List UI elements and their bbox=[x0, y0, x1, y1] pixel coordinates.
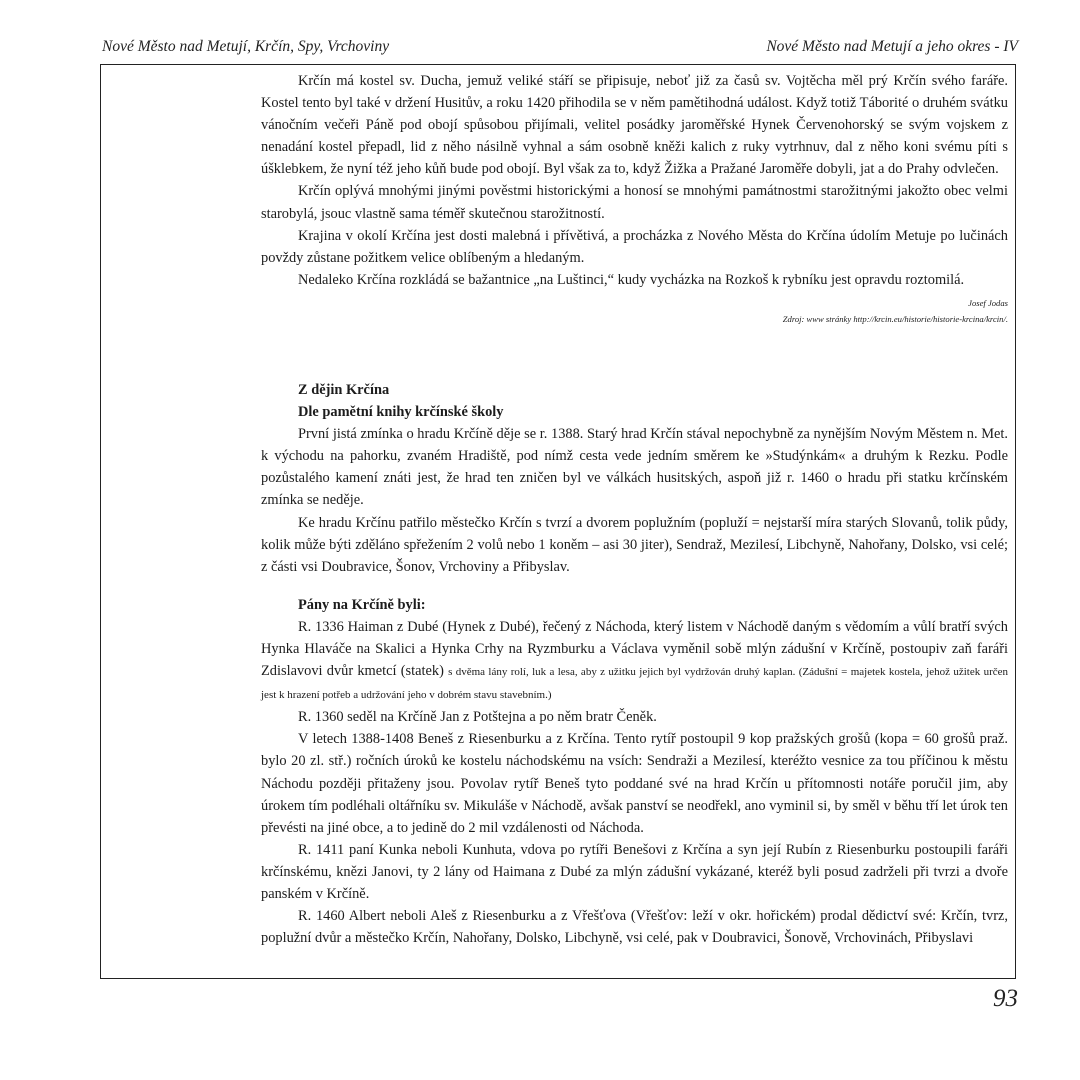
section-spacer bbox=[261, 578, 1008, 594]
section-subtitle: Dle pamětní knihy krčínské školy bbox=[298, 404, 504, 421]
paragraph: Krčín má kostel sv. Ducha, jemuž veliké stáří se připisuje, neboť již za časů sv. Vojtěcha měl prý Krčín svého faráře. Kostel tento byl také v držení Husitův, a roku 1420 přihodila se v něm pamětihodná událost. Když totiž Táborité o druhém svátku vánočním večeři Páně pod obojí spůsobou přijímali, velitel posádky jaroměřské Hynek Červenohorský se svým vojskem z nenadání kostel přepadl, lid z něho násilně vyhnal a sám osobně kněži kalich z ruky vytrhnuv, dal z něho koni svému píti s úšklebkem, že nyní též jeho kůň bude pod obojí. Byl však za to, když Žižka a Pražané Jaroměře dobyli, jat a do Prahy odvlečen. bbox=[261, 73, 1008, 178]
author-credit: Josef Jodas bbox=[968, 297, 1008, 308]
paragraph: Krajina v okolí Krčína jest dosti malebná i přívětivá, a procházka z Nového Města do Krčína údolím Metuje po lučinách povždy zůstane požitkem velice oblíbeným a hledaným. bbox=[261, 227, 1008, 266]
section-title: Pány na Krčíně byli: bbox=[298, 596, 426, 613]
section-spacer bbox=[261, 327, 1008, 379]
paragraph-small-note: s dvěma lány rolí, luk a lesa, aby z užitku jejich byl vydržován druhý kaplan. (Zádušní = majetek kostela, jehož užitek určen jest k hrazení potřeb a udržování jeho v dobrém stavu stavebním.) bbox=[261, 666, 1008, 702]
paragraph: R. 1360 seděl na Krčíně Jan z Potštejna a po něm bratr Čeněk. bbox=[298, 709, 657, 726]
paragraph: Nedaleko Krčína rozkládá se bažantnice „na Luštinci,“ kudy vycházka na Rozkoš k rybníku jest opravdu roztomilá. bbox=[298, 271, 965, 288]
paragraph: Ke hradu Krčínu patřilo městečko Krčín s tvrzí a dvorem poplužním (popluží = nejstarší míra starých Slovanů, tolik půdy, kolik může býti zděláno spřežením 2 volů nebo 1 koněm – asi 30 jiter), Sendraž, Mezilesí, Libchyně, Nahořany, Dolsko, vsi celé; z části vsi Doubravice, Šonov, Vrchoviny a Přibyslav. bbox=[261, 514, 1008, 575]
main-text-column bbox=[261, 70, 1008, 949]
paragraph-main-text: R. 1336 Haiman z Dubé (Hynek z Dubé), řečený z Náchoda, který listem v Náchodě daným s vědomím a vůlí bratří svých Hynka Hlaváče na Skalici a Hynka Crhy na Ryzmburku a Václava vyměnil sobě mlýn zádušní v Krčíně, postoupiv zaň faráři Zdislavovi dvůr kmetcí (statek) bbox=[261, 618, 1008, 680]
page-number: 93 bbox=[993, 985, 1018, 1012]
running-header-right: Nové Město nad Metují a jeho okres - IV bbox=[766, 38, 1018, 55]
paragraph: První jistá zmínka o hradu Krčíně děje se r. 1388. Starý hrad Krčín stával nepochybně za nynějším Novým Městem n. Met. k východu na pahorku, zvaném Hradiště, pod nímž cesta vede jedním směrem ke »Studýnkám« a druhým k Rezku. Podle pozůstalého kamení znáti jest, že hrad ten zničen byl ve válkách husitských, aspoň již r. 1460 o hradu při statku krčínském zmínka se neděje. bbox=[261, 426, 1008, 509]
source-credit: Zdroj: www stránky http://krcin.eu/historie/historie-krcina/krcin/. bbox=[782, 313, 1008, 324]
paragraph bbox=[261, 616, 1008, 706]
paragraph: R. 1460 Albert neboli Aleš z Riesenburku a z Vřešťova (Vřešťov: leží v okr. hořickém) prodal dědictví své: Krčín, tvrz, poplužní dvůr a městečko Krčín, Nahořany, Dolsko, Libchyně, vsi celé, pak v Doubravici, Šonově, Vrchovinách, Přibyslavi bbox=[261, 908, 1008, 947]
section-title: Z dějin Krčína bbox=[298, 381, 390, 398]
paragraph: Krčín oplývá mnohými jinými pověstmi historickými a honosí se mnohými památnostmi starožitnými jakožto obec velmi starobylá, jsouc vlastně sama téměř skutečnou starožitností. bbox=[261, 183, 1008, 222]
paragraph: R. 1411 paní Kunka neboli Kunhuta, vdova po rytíři Benešovi z Krčína a syn její Rubín z Riesenburku postoupili faráři krčínskému, knězi Janovi, ty 2 lány od Haimana z Dubé za mlýn zádušní vykázané, kteréž byli posud zadrželi při tvrzi a dvoře panském v Krčíně. bbox=[261, 841, 1008, 902]
paragraph: V letech 1388-1408 Beneš z Riesenburku a z Krčína. Tento rytíř postoupil 9 kop pražských grošů (kopa = 60 grošů praž. bylo 20 zl. stř.) ročních úroků ke kostelu náchodskému na vsích: Sendraži a Mezilesí, kteréžto vesnice za tou příčinou k městu Náchodu později přitaženy jsou. Povolav rytíř Beneš tyto poddané své na hrad Krčín u přítomnosti notáře poručil jim, aby úrokem tím podléhali oltářníku sv. Mikuláše v Náchodě, avšak panství se neodřekl, ano vyminil si, by směl v běhu tří let úrok ten převésti na jiné obce, a to jedině do 2 mil vzdálenosti od Náchoda. bbox=[261, 731, 1008, 836]
running-header-left: Nové Město nad Metují, Krčín, Spy, Vrchoviny bbox=[102, 38, 390, 55]
